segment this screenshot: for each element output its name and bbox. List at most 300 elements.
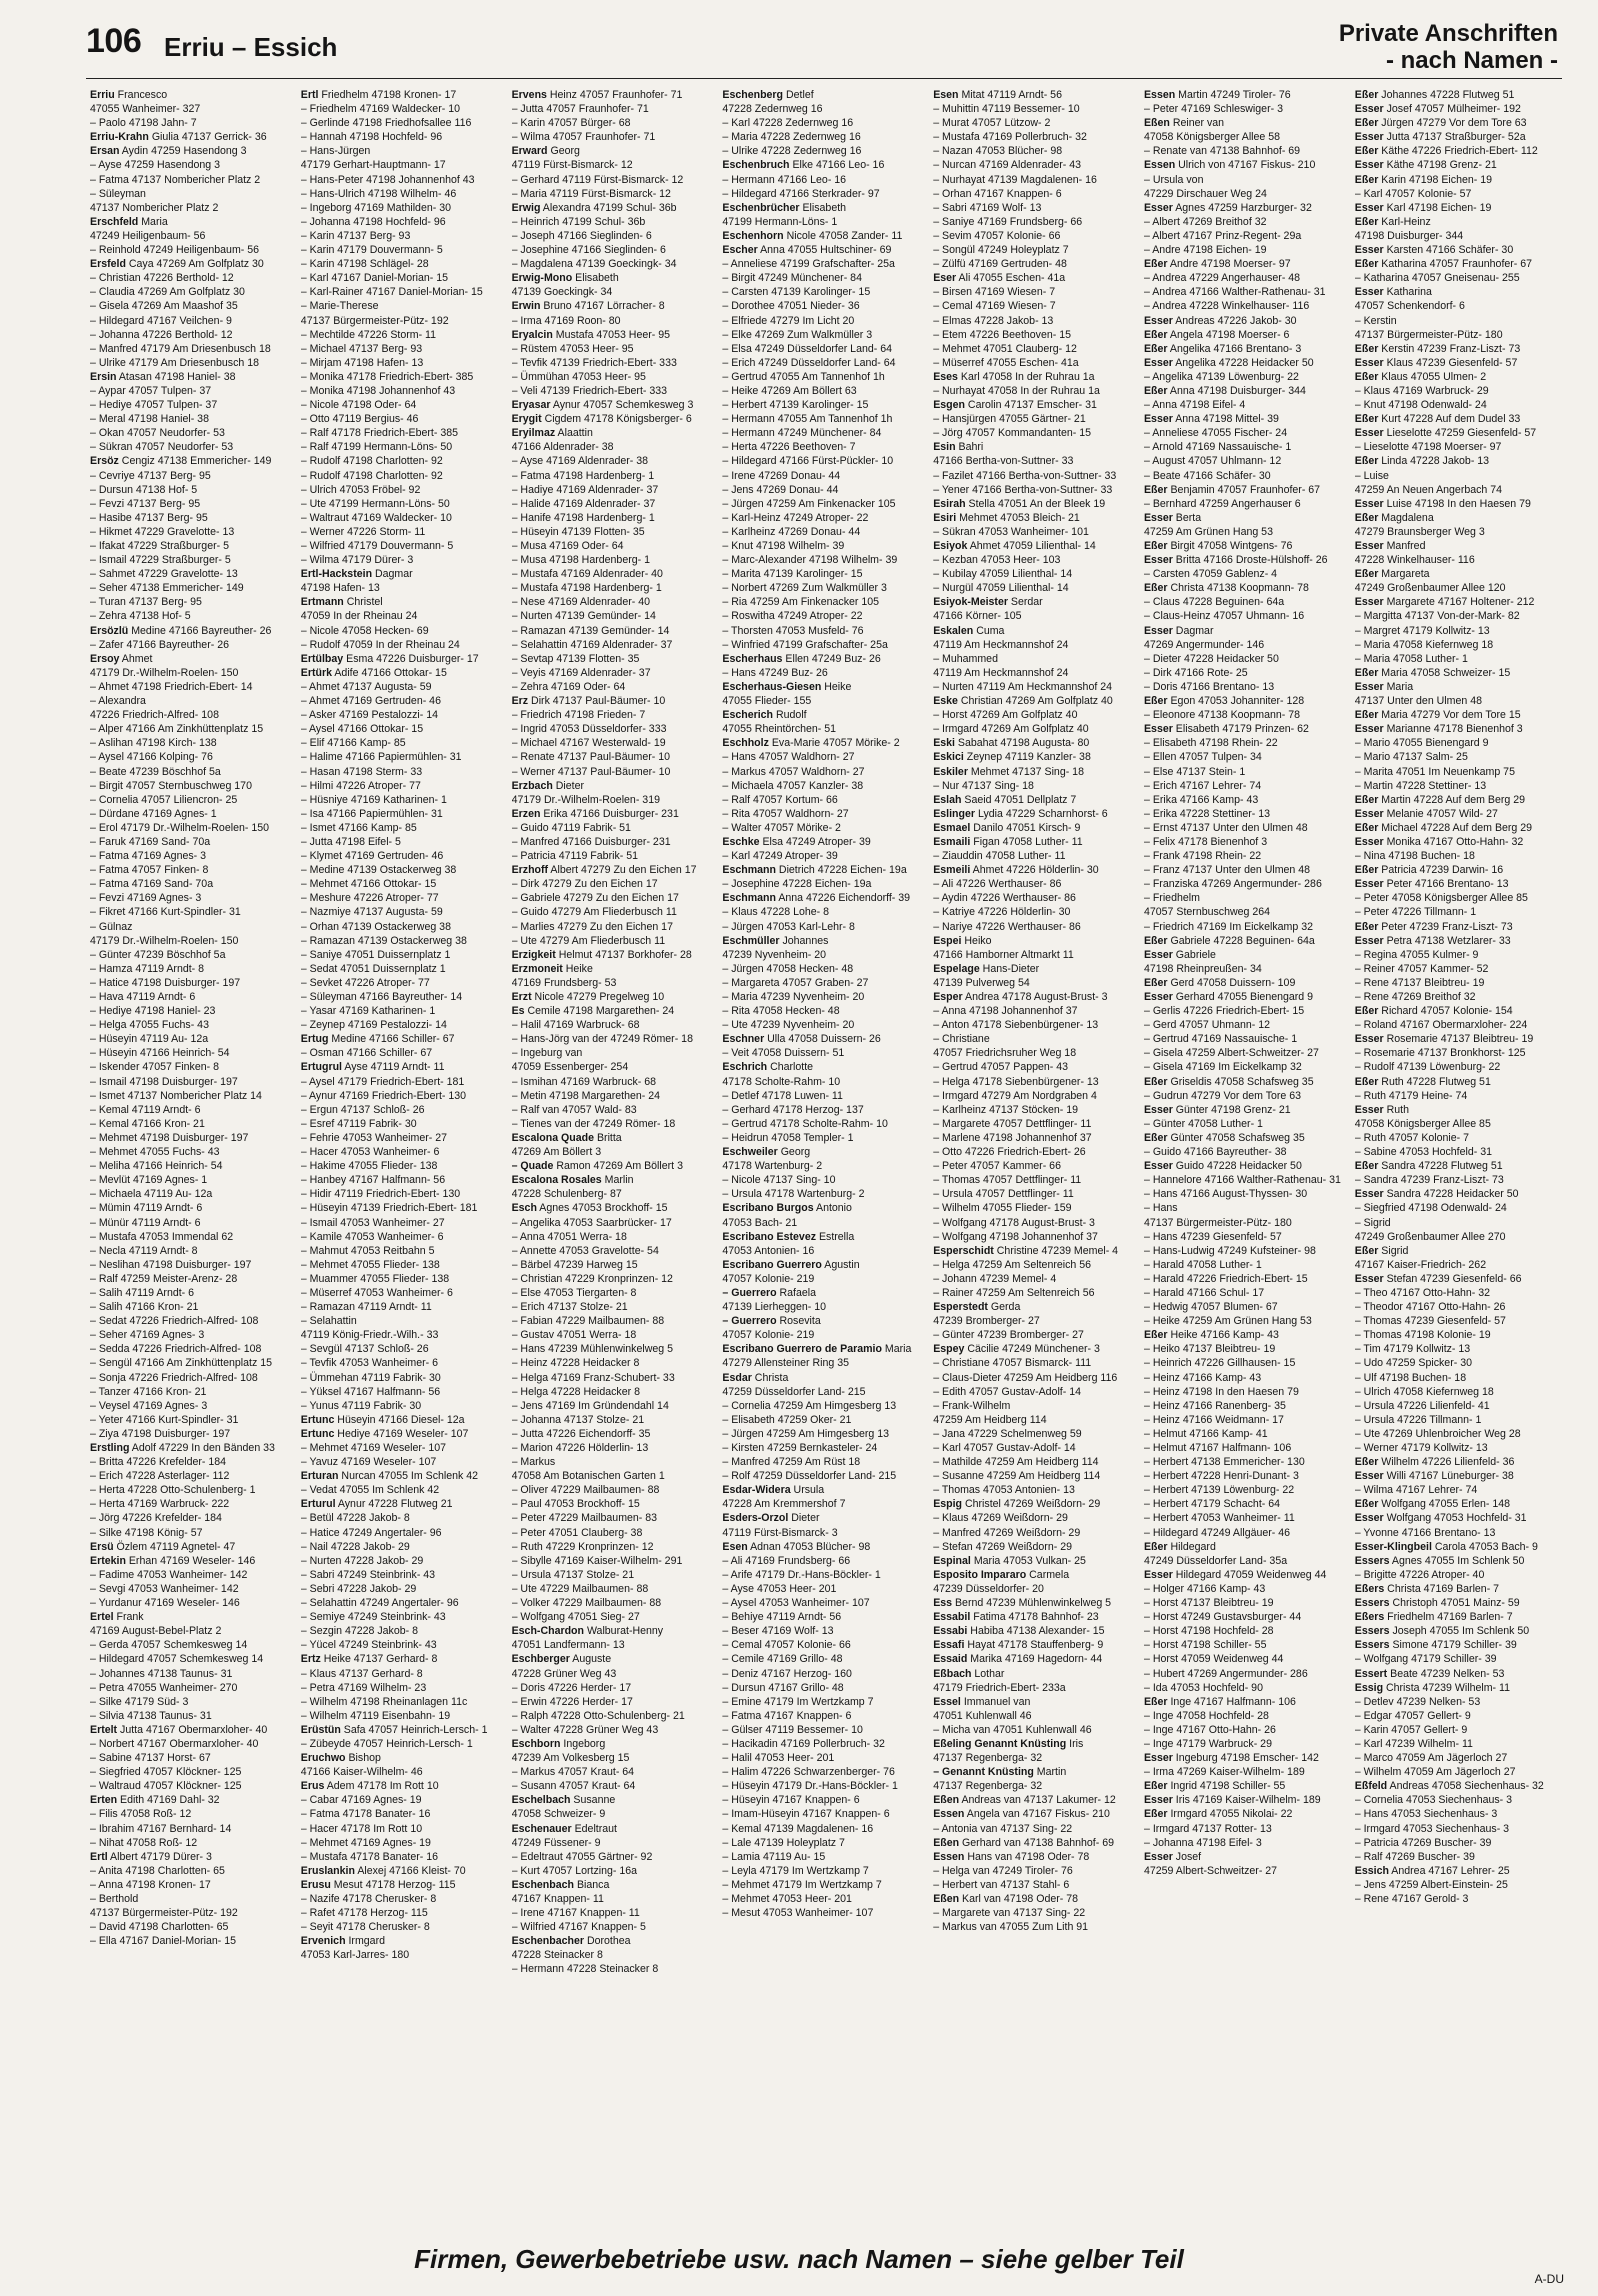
entry-details: – Heike 47269 Am Böllert 63 (722, 384, 857, 397)
entry-details: – Ursula 47178 Wartenburg- 2 (722, 1188, 865, 1201)
entry-details: – Birgit 47057 Sternbuschweg 170 (90, 779, 252, 792)
entry-details: Sandra 47228 Flutweg 51 (1378, 1160, 1503, 1173)
directory-entry (1144, 652, 1347, 666)
entry-surname: Essert (1354, 1667, 1388, 1680)
entry-details: 47228 Zedernweg 16 (722, 103, 823, 116)
entry-details: Agnes 47053 Brockhoff- 15 (536, 1202, 668, 1215)
directory-entry (90, 694, 293, 708)
entry-details: – Ute 47269 Uhlenbroicher Weg 28 (1354, 1427, 1521, 1440)
entry-surname: Essers (1354, 1639, 1390, 1652)
directory-entry (933, 1328, 1136, 1342)
directory-entry (301, 271, 504, 285)
entry-details: – Jutta 47198 Eifel- 5 (300, 835, 401, 848)
directory-entry (90, 750, 293, 764)
directory-entry (512, 1652, 715, 1666)
directory-entry (933, 1272, 1136, 1286)
directory-entry (90, 835, 293, 849)
entry-surname: Esser (1143, 1752, 1173, 1765)
directory-entry (301, 229, 504, 243)
entry-surname: Esser (1143, 1850, 1173, 1863)
directory-entry (301, 990, 504, 1004)
directory-entry (933, 412, 1136, 426)
directory-entry (90, 1554, 293, 1568)
entry-details: – Salih 47166 Kron- 21 (90, 1301, 199, 1314)
entry-details: – Rolf 47259 Düsseldorfer Land- 215 (722, 1470, 897, 1483)
entry-details: – Hakime 47055 Flieder- 138 (300, 1160, 438, 1173)
directory-entry (722, 1483, 925, 1497)
entry-details: – Marlies 47279 Zu den Eichen 17 (511, 920, 673, 933)
entry-details: Richard 47057 Kolonie- 154 (1378, 1005, 1513, 1018)
directory-entry (722, 130, 925, 144)
entry-details: – Franziska 47269 Angermunder- 286 (1143, 878, 1322, 891)
directory-entry (933, 1385, 1136, 1399)
directory-entry (90, 1187, 293, 1201)
entry-details: – Nurcan 47169 Aldenrader- 43 (933, 159, 1082, 172)
entry-details: – Walter 47228 Grüner Weg 43 (511, 1723, 659, 1736)
entry-details: – Mustafa 47178 Banater- 16 (300, 1850, 439, 1863)
entry-details: – Zülfü 47169 Gertruden- 48 (933, 258, 1067, 271)
directory-entry (90, 1822, 293, 1836)
directory-entry (933, 638, 1136, 652)
directory-entry (512, 1230, 715, 1244)
entry-details: Georg (547, 145, 580, 158)
entry-details: – Mathilde 47259 Am Heidberg 114 (933, 1456, 1099, 1469)
directory-entry (1355, 1737, 1558, 1751)
directory-entry (301, 1850, 504, 1864)
entry-details: – Hermann 47166 Leo- 16 (722, 173, 847, 186)
directory-entry (301, 257, 504, 271)
entry-details: – Ümmehan 47119 Fabrik- 30 (300, 1371, 441, 1384)
directory-entry (90, 1540, 293, 1554)
entry-details: – Berthold (90, 1893, 139, 1905)
entry-details: Frank (113, 1611, 144, 1624)
entry-details: Charlotte (767, 1061, 814, 1074)
entry-details: – Ralf 47178 Friedrich-Ebert- 385 (300, 427, 459, 440)
entry-details: – Hedwig 47057 Blumen- 67 (1143, 1301, 1278, 1314)
directory-entry (1355, 976, 1558, 990)
entry-details: – Betül 47228 Jakob- 8 (300, 1512, 410, 1525)
entry-details: – Münür 47119 Arndt- 6 (90, 1216, 201, 1229)
entry-details: Alexandra 47199 Schul- 36b (540, 201, 677, 214)
entry-details: – Mehmet 47169 Weseler- 107 (300, 1442, 447, 1454)
directory-columns (86, 88, 1562, 2196)
entry-details: Sabahat 47198 Augusta- 80 (954, 737, 1090, 750)
entry-details: – Heinz 47198 In den Haesen 79 (1143, 1385, 1299, 1398)
entry-details: Berta (1172, 511, 1202, 524)
entry-details: – Ramazan 47119 Arndt- 11 (300, 1301, 432, 1314)
directory-entry (1144, 1314, 1347, 1328)
directory-entry (301, 595, 504, 609)
entry-surname: Ersfeld (90, 258, 126, 271)
directory-entry (1144, 1131, 1347, 1145)
entry-details: Lothar (971, 1667, 1005, 1680)
entry-details: – Hacer 47178 Im Rott 10 (300, 1822, 423, 1835)
directory-entry (512, 1526, 715, 1540)
entry-details: – Johanna 47226 Berthold- 12 (90, 328, 233, 341)
directory-entry (1144, 1356, 1347, 1370)
directory-entry (933, 243, 1136, 257)
directory-entry (1144, 990, 1347, 1004)
entry-details: – Hatice 47249 Angertaler- 96 (300, 1526, 442, 1539)
directory-entry (90, 1652, 293, 1666)
entry-details: Medine 47166 Bayreuther- 26 (128, 624, 272, 637)
directory-entry (722, 187, 925, 201)
entry-details: – Hansjürgen 47055 Gärtner- 21 (933, 413, 1086, 426)
entry-surname: Eßen (933, 1893, 960, 1905)
entry-details: – Ayse 47053 Heer- 201 (722, 1582, 837, 1595)
directory-entry (933, 948, 1136, 962)
entry-details: – Ute 47279 Am Fliederbusch 11 (511, 934, 666, 947)
entry-surname: Esmaili (933, 835, 971, 848)
directory-entry (301, 1230, 504, 1244)
entry-details: Aydin 47259 Hasendong 3 (119, 145, 247, 158)
directory-entry (301, 130, 504, 144)
directory-entry (90, 934, 293, 948)
directory-entry (512, 553, 715, 567)
directory-entry (1355, 708, 1558, 722)
directory-entry (301, 1807, 504, 1821)
directory-entry (933, 694, 1136, 708)
entry-surname: Eschenbach (511, 1878, 575, 1891)
entry-surname: Erschfeld (90, 215, 139, 228)
entry-surname: Esser-Klingbeil (1354, 1540, 1432, 1553)
directory-entry (1144, 849, 1347, 863)
entry-details: Christine 47239 Memel- 4 (993, 1244, 1119, 1257)
directory-entry (1144, 1258, 1347, 1272)
entry-details: – Klaus 47137 Gerhard- 8 (300, 1667, 423, 1680)
entry-details: – Christiane 47057 Bismarck- 111 (933, 1357, 1092, 1370)
entry-details: – Harald 47166 Schul- 17 (1143, 1286, 1265, 1299)
directory-entry (722, 116, 925, 130)
entry-details: – Hans 47239 Mühlenwinkelweg 5 (511, 1343, 673, 1356)
entry-details: – Hediye 47057 Tulpen- 37 (90, 399, 218, 412)
entry-details: Ahmet (119, 652, 153, 665)
directory-entry (1355, 1258, 1558, 1272)
directory-entry (933, 356, 1136, 370)
entry-surname: Essen (1143, 159, 1176, 172)
entry-details: – Dirk 47279 Zu den Eichen 17 (511, 878, 658, 891)
entry-details: – Martin 47228 Stettiner- 13 (1354, 779, 1487, 792)
directory-entry (1144, 1681, 1347, 1695)
entry-surname: Essabil (933, 1611, 971, 1624)
entry-details: Albert 47279 Zu den Eichen 17 (548, 864, 697, 877)
entry-details: – Edith 47057 Gustav-Adolf- 14 (933, 1385, 1082, 1398)
directory-entry (933, 553, 1136, 567)
entry-details: Angela van 47167 Fiskus- 210 (964, 1808, 1110, 1821)
entry-details: – Hildegard 47167 Veilchen- 9 (90, 314, 232, 327)
directory-entry (1144, 257, 1347, 271)
entry-surname: Escribano Guerrero de Paramio (722, 1343, 882, 1356)
directory-entry (722, 1779, 925, 1793)
directory-entry (722, 1399, 925, 1413)
directory-entry (90, 1032, 293, 1046)
entry-surname: Eßen (1143, 117, 1170, 130)
entry-details: – Marlene 47198 Johannenhof 37 (933, 1131, 1092, 1144)
entry-surname: Eschmann (722, 892, 776, 905)
directory-entry (90, 454, 293, 468)
entry-details: – Mehmet 47055 Flieder- 138 (300, 1258, 440, 1271)
directory-entry (301, 920, 504, 934)
entry-details: – Margret 47179 Kollwitz- 13 (1354, 624, 1490, 637)
directory-entry (1355, 722, 1558, 736)
directory-entry (1144, 497, 1347, 511)
directory-entry (722, 1300, 925, 1314)
entry-details: – Mustafa 47053 Immendal 62 (90, 1230, 234, 1243)
directory-entry (722, 88, 925, 102)
entry-details: Walburat-Henny (584, 1625, 664, 1638)
directory-entry (301, 553, 504, 567)
entry-details: Ayse 47119 Arndt- 11 (342, 1061, 445, 1074)
entry-details: – Kemal 47139 Magdalenen- 16 (722, 1822, 874, 1835)
directory-entry (90, 1385, 293, 1399)
entry-surname: Eßen (933, 1794, 960, 1807)
directory-entry (512, 1540, 715, 1554)
entry-details: – Ziya 47198 Duisburger- 197 (90, 1427, 231, 1440)
entry-details: – Meshure 47226 Atroper- 77 (300, 892, 439, 905)
entry-details: – Annette 47053 Gravelotte- 54 (511, 1244, 659, 1257)
directory-entry (1144, 440, 1347, 454)
entry-details: – Musa 47198 Hardenberg- 1 (511, 554, 650, 567)
entry-details: – Wilfried 47167 Knappen- 5 (511, 1921, 646, 1934)
directory-entry (933, 1356, 1136, 1370)
entry-details: – Winfried 47199 Grafschafter- 25a (722, 638, 888, 651)
entry-details: – Helga 47178 Siebenbürgener- 13 (933, 1075, 1099, 1088)
directory-entry (722, 1286, 925, 1300)
entry-details: – Karlheinz 47137 Stöcken- 19 (933, 1103, 1079, 1116)
entry-details: – Heiko 47137 Bleibtreu- 19 (1143, 1343, 1276, 1356)
entry-details: – Friedrich 47198 Frieden- 7 (511, 709, 646, 722)
entry-details: Fatima 47178 Bahnhof- 23 (970, 1611, 1099, 1624)
directory-entry (301, 793, 504, 807)
entry-details: 47137 Regenberga- 32 (933, 1752, 1043, 1765)
directory-entry (512, 595, 715, 609)
entry-surname: Eski (933, 737, 955, 750)
directory-entry (512, 1286, 715, 1300)
entry-details: Katharina 47057 Fraunhofer- 67 (1378, 258, 1533, 271)
directory-entry (301, 1737, 504, 1751)
directory-entry (1355, 1441, 1558, 1455)
entry-details: – Bernhard 47259 Angerhauser 6 (1143, 497, 1301, 510)
entry-surname: Eser (933, 272, 957, 285)
entry-details: – Mehmet 47051 Clauberg- 12 (933, 342, 1077, 355)
entry-details: – Johanna 47198 Eifel- 3 (1143, 1836, 1262, 1849)
directory-entry (933, 1300, 1136, 1314)
entry-details: Cemile 47198 Margarethen- 24 (524, 1005, 675, 1018)
directory-entry (90, 708, 293, 722)
entry-details: Habiba 47138 Alexander- 15 (967, 1625, 1105, 1638)
directory-entry (1355, 1300, 1558, 1314)
directory-entry (90, 1131, 293, 1145)
directory-column-5 (929, 88, 1140, 2196)
directory-entry (90, 877, 293, 891)
directory-entry (933, 1004, 1136, 1018)
entry-surname: Eßer (1143, 976, 1168, 989)
directory-entry (1355, 1850, 1558, 1864)
directory-entry (90, 1314, 293, 1328)
directory-entry (1355, 765, 1558, 779)
directory-entry (512, 779, 715, 793)
entry-surname: Eßers (1354, 1611, 1385, 1624)
directory-entry (1355, 990, 1558, 1004)
entry-details: 47167 Kaiser-Friedrich- 262 (1354, 1258, 1487, 1271)
entry-details: – Klaus 47269 Weißdorn- 29 (933, 1512, 1068, 1525)
directory-entry (301, 821, 504, 835)
entry-details: – Claus 47228 Beguinen- 64a (1143, 596, 1285, 609)
entry-details: Friedhelm 47198 Kronen- 17 (318, 89, 457, 101)
directory-entry (722, 1497, 925, 1511)
directory-entry (512, 680, 715, 694)
directory-entry (1144, 877, 1347, 891)
entry-details: – Gülnaz (90, 920, 133, 933)
entry-surname: Esser (1143, 1568, 1173, 1581)
directory-entry (1355, 1667, 1558, 1681)
directory-entry (90, 1751, 293, 1765)
entry-details: 47139 Pulverweg 54 (933, 976, 1030, 989)
directory-entry (933, 624, 1136, 638)
directory-entry (512, 1554, 715, 1568)
entry-details: Gerda (987, 1301, 1021, 1314)
directory-entry (301, 609, 504, 623)
entry-details: Adolf 47229 In den Bänden 33 (129, 1442, 275, 1454)
entry-details: Angelika 47166 Brentano- 3 (1167, 342, 1302, 355)
directory-entry (1144, 1822, 1347, 1836)
entry-details: – Seher 47138 Emmericher- 149 (90, 582, 244, 595)
directory-entry (1355, 1652, 1558, 1666)
entry-details: – Selahattin (300, 1315, 357, 1328)
directory-entry (722, 271, 925, 285)
entry-details: – Ayse 47259 Hasendong 3 (90, 159, 220, 172)
directory-entry (1144, 1385, 1347, 1399)
entry-surname: Eßer (1143, 1780, 1168, 1793)
entry-details: – Sebri 47228 Jakob- 29 (300, 1582, 417, 1595)
entry-surname: Esders-Orzol (722, 1512, 789, 1525)
entry-details: – Aynur 47169 Friedrich-Ebert- 130 (300, 1089, 467, 1102)
directory-entry (722, 1272, 925, 1286)
directory-column-6 (1140, 88, 1351, 2196)
entry-surname: Eslah (933, 793, 962, 806)
entry-details: – Ute 47239 Nyvenheim- 20 (722, 1019, 855, 1032)
directory-entry (933, 1173, 1136, 1187)
directory-entry (301, 1765, 504, 1779)
directory-entry (512, 567, 715, 581)
entry-details: – Alexandra (90, 695, 146, 708)
entry-details: – Silke 47179 Süd- 3 (90, 1695, 189, 1708)
directory-entry (90, 497, 293, 511)
entry-details: – Erwin 47226 Herder- 17 (511, 1695, 633, 1708)
entry-details: – Cevriye 47137 Berg- 95 (90, 469, 211, 482)
directory-entry (1355, 624, 1558, 638)
entry-details: Inge 47167 Halfmann- 106 (1167, 1695, 1296, 1708)
entry-details: – Wilhelm 47059 Am Jägerloch 27 (1354, 1766, 1516, 1779)
entry-details: – Anton 47178 Siebenbürgener- 13 (933, 1019, 1099, 1032)
directory-entry (933, 666, 1136, 680)
footer-code: A-DU (1534, 2272, 1564, 2286)
entry-details: – August 47057 Uhlmann- 12 (1143, 455, 1282, 468)
entry-details: – Detlev 47239 Nelken- 53 (1354, 1695, 1481, 1708)
entry-details: 47166 Körner- 105 (933, 610, 1022, 623)
entry-details: – Rafet 47178 Herzog- 115 (300, 1907, 428, 1920)
entry-details: Auguste (569, 1653, 612, 1666)
directory-entry (933, 88, 1136, 102)
directory-entry (722, 934, 925, 948)
entry-details: Dagmar (372, 568, 413, 581)
entry-surname: Eschenberg (722, 89, 784, 101)
entry-details: – Songül 47249 Holeyplatz 7 (933, 244, 1069, 257)
directory-entry (933, 469, 1136, 483)
entry-details: 47058 Am Botanischen Garten 1 (511, 1470, 665, 1483)
directory-entry (512, 1117, 715, 1131)
directory-entry (301, 1511, 504, 1525)
entry-details: – Detlef 47178 Luwen- 11 (722, 1089, 843, 1102)
entry-details: – Filis 47058 Roß- 12 (90, 1808, 192, 1821)
directory-entry (1144, 158, 1347, 172)
directory-entry (1144, 1709, 1347, 1723)
directory-entry (722, 793, 925, 807)
directory-entry (1355, 877, 1558, 891)
entry-details: – Hans 47239 Giesenfeld- 57 (1143, 1230, 1282, 1243)
entry-details: Sigrid (1378, 1244, 1409, 1257)
entry-surname: Eßer (1354, 821, 1379, 834)
entry-surname: Eßer (1143, 1329, 1168, 1342)
directory-entry (1355, 158, 1558, 172)
directory-entry (301, 1117, 504, 1131)
entry-details: – Franz 47137 Unter den Ulmen 48 (1143, 864, 1311, 877)
entry-details: – Ali 47226 Werthauser- 86 (933, 878, 1062, 891)
entry-details: – Hans 47249 Buz- 26 (722, 666, 828, 679)
directory-entry (90, 581, 293, 595)
entry-details: – Karlheinz 47269 Donau- 44 (722, 525, 861, 538)
directory-entry (1144, 595, 1347, 609)
entry-details: – Maria 47239 Nyvenheim- 20 (722, 991, 865, 1003)
directory-entry (90, 328, 293, 342)
entry-details: Josef 47057 Mülheimer- 192 (1383, 103, 1521, 116)
entry-details: Wolfgang 47055 Erlen- 148 (1378, 1498, 1511, 1511)
directory-entry (722, 1004, 925, 1018)
entry-details: – Karl 47057 Gustav-Adolf- 14 (933, 1442, 1076, 1454)
entry-details: Carolin 47137 Emscher- 31 (964, 399, 1097, 412)
directory-entry (1355, 88, 1558, 102)
directory-entry (1355, 1681, 1558, 1695)
entry-details: Alaattin (555, 427, 593, 440)
entry-details: Christa (751, 1371, 789, 1384)
entry-details: – Rainer 47259 Am Seltenreich 56 (933, 1286, 1095, 1299)
entry-details: Hayat 47178 Stauffenberg- 9 (964, 1639, 1104, 1652)
entry-details: – Christiane (933, 1033, 990, 1046)
entry-details: – Horst 47198 Schiller- 55 (1143, 1639, 1267, 1652)
directory-entry (1144, 116, 1347, 130)
directory-entry (933, 708, 1136, 722)
directory-entry (722, 398, 925, 412)
entry-details: – Hediye 47198 Haniel- 23 (90, 1005, 216, 1018)
directory-entry (933, 1596, 1136, 1610)
directory-entry (933, 609, 1136, 623)
directory-entry (512, 1131, 715, 1145)
entry-surname: Ertug (300, 1033, 329, 1046)
directory-entry (722, 539, 925, 553)
directory-entry (933, 1089, 1136, 1103)
entry-details: – Heinrich 47199 Schul- 36b (511, 215, 646, 228)
directory-entry (1355, 384, 1558, 398)
header-rule (86, 78, 1562, 79)
entry-surname: Es (511, 1005, 525, 1018)
directory-entry (1144, 1864, 1347, 1878)
directory-entry (512, 1934, 715, 1948)
directory-entry (933, 299, 1136, 313)
entry-details: – Wolfgang 47179 Schiller- 39 (1354, 1653, 1497, 1666)
directory-entry (933, 1681, 1136, 1695)
entry-details: 47198 Duisburger- 344 (1354, 229, 1464, 242)
directory-entry (301, 1540, 504, 1554)
